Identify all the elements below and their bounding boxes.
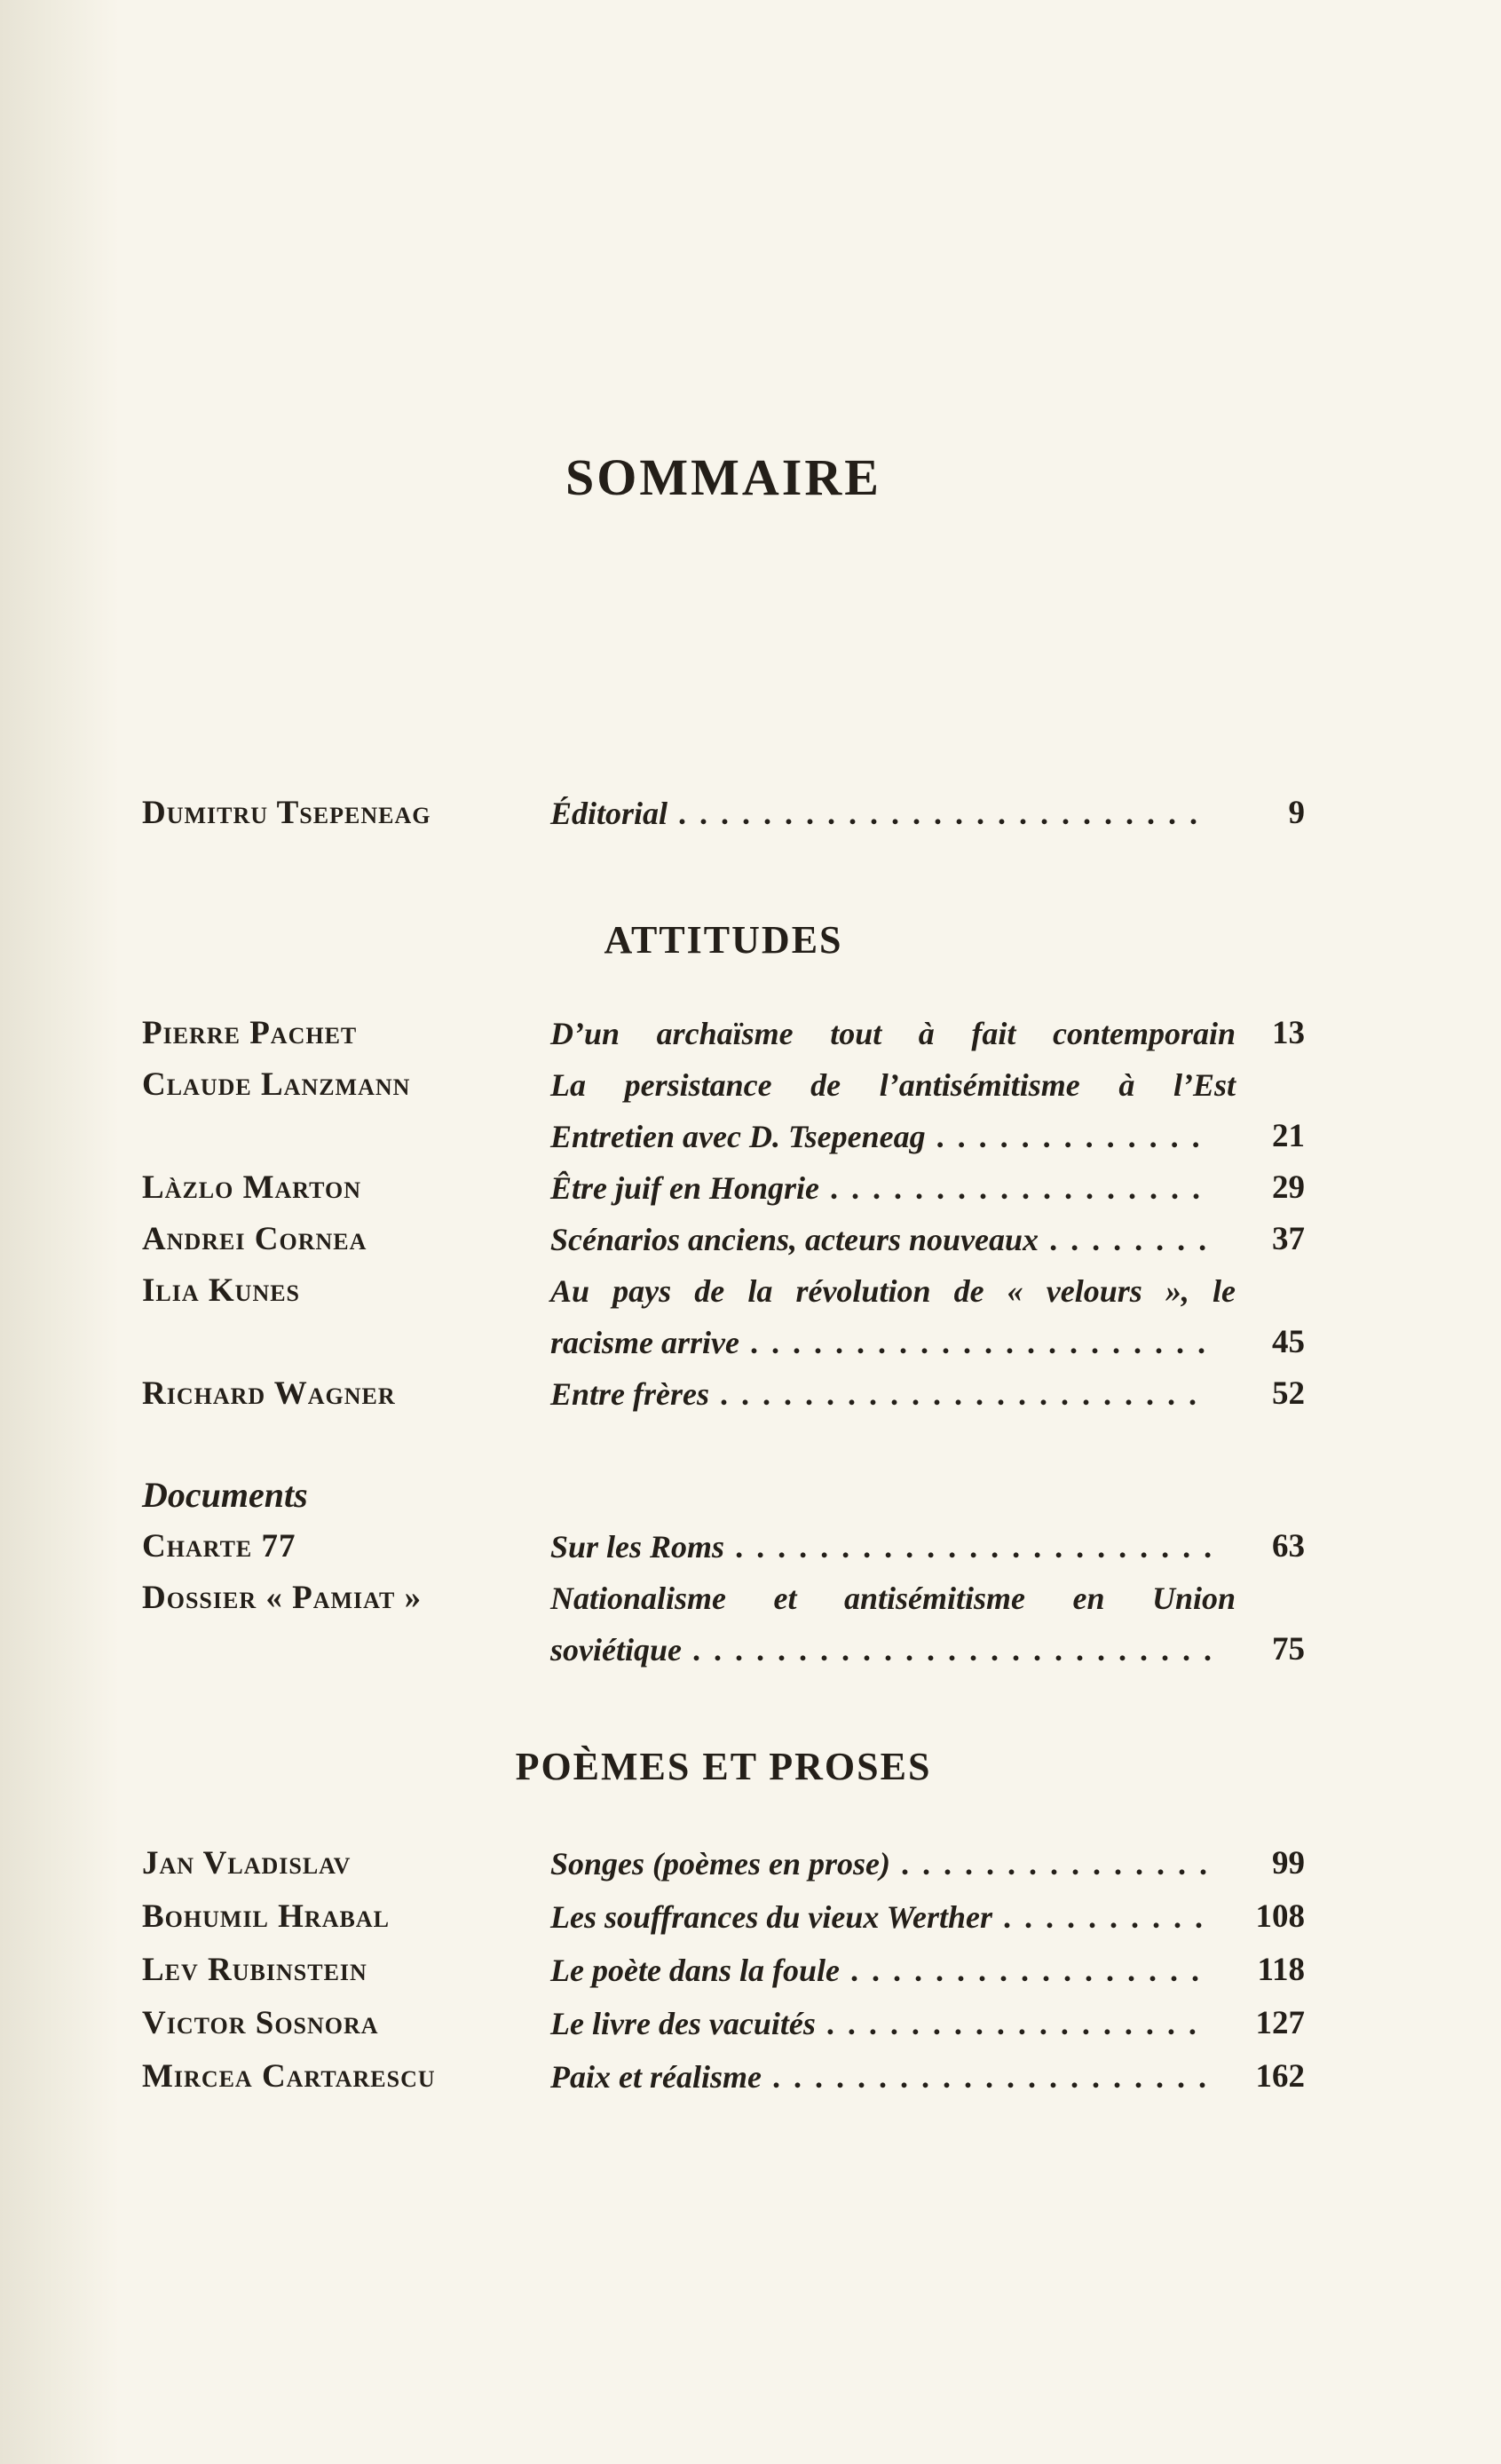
dot-leader: [936, 1111, 1211, 1162]
toc-entry-page: 127: [1255, 2005, 1305, 2041]
toc-entry-line: [550, 1008, 1305, 1059]
toc-entry-page: 13: [1272, 1015, 1305, 1051]
toc-entry-titles: [550, 1944, 1305, 1997]
toc-entry: [142, 2050, 1305, 2104]
toc-entry-titles: [550, 1214, 1305, 1265]
toc-entry-line: [550, 1573, 1305, 1624]
toc-entry-author: Dossier « Pamiat »: [142, 1580, 423, 1616]
toc-entry: [142, 1837, 1305, 1890]
toc-entry-line: [550, 1997, 1305, 2050]
dot-leader: [750, 1317, 1211, 1368]
toc-entry-page: 63: [1272, 1528, 1305, 1565]
toc-entry-title: D’un archaïsme tout à fait contemporain: [550, 1016, 1236, 1051]
toc-entry-page: 75: [1272, 1631, 1305, 1668]
toc-entry: [142, 1890, 1305, 1944]
toc-entry-page: [1236, 1265, 1305, 1317]
dot-leader: [826, 1997, 1211, 2050]
toc-entry-title: Entre frères: [550, 1376, 709, 1412]
toc-entry-title: Nationalisme et antisémitisme en Union: [550, 1581, 1236, 1616]
toc-entry-line: [550, 1521, 1305, 1573]
toc-entry: [142, 1162, 1305, 1214]
toc-entry-author: Ilia Kunes: [142, 1272, 301, 1309]
dot-leader: [830, 1162, 1211, 1214]
toc-entry-author: Làzlo Marton: [142, 1169, 362, 1206]
page-title: SOMMAIRE: [565, 448, 881, 506]
toc-entry-title: soviétique: [550, 1632, 682, 1668]
toc-entry: [142, 1265, 1305, 1368]
toc-entry-page: 9: [1288, 795, 1305, 831]
toc-entry-author: Mircea Cartarescu: [142, 2058, 436, 2095]
toc-section: [142, 915, 1305, 1420]
toc-entry-titles: [550, 2050, 1305, 2104]
toc-entry-page: 52: [1272, 1375, 1305, 1412]
toc-entry: [142, 1214, 1305, 1265]
toc-entry-line: [550, 1944, 1305, 1997]
toc-entry-page: 162: [1255, 2058, 1305, 2095]
toc-entry-author: Richard Wagner: [142, 1375, 396, 1412]
toc-entry: [142, 1521, 1305, 1573]
toc-entry: [142, 1368, 1305, 1420]
toc-entry: [142, 1944, 1305, 1997]
toc-entry: [142, 1008, 1305, 1059]
dot-leader: [735, 1521, 1211, 1573]
toc-entry-page: [1236, 1059, 1305, 1111]
toc-entry-line: [550, 1837, 1305, 1890]
toc-entry-titles: [550, 1008, 1305, 1059]
toc-entry-author: Dumitru Tsepeneag: [142, 795, 431, 831]
toc-entry-title: Entretien avec D. Tsepeneag: [550, 1119, 926, 1154]
toc-entry-line: [550, 1265, 1305, 1317]
toc-entry-titles: [550, 1521, 1305, 1573]
toc-entry-page: [1236, 1573, 1305, 1624]
toc-entry-title: Le livre des vacuités: [550, 2006, 816, 2041]
dot-leader: [850, 1944, 1211, 1997]
toc-entry-line: [550, 1111, 1305, 1162]
section-heading: ATTITUDES: [604, 918, 843, 962]
toc-entry-line: [550, 1368, 1305, 1420]
toc-section: [142, 788, 1305, 839]
dot-leader: [1049, 1214, 1211, 1265]
toc-entry-line: [550, 1162, 1305, 1214]
toc-entry-title: Sur les Roms: [550, 1529, 725, 1565]
toc-sections: [142, 788, 1305, 2104]
toc-entry-title: Les souffrances du vieux Werther: [550, 1899, 993, 1935]
toc-entry-page: 37: [1272, 1221, 1305, 1257]
toc-entry-page: 45: [1272, 1324, 1305, 1360]
toc-entry: [142, 1059, 1305, 1162]
toc-entry-titles: [550, 1573, 1305, 1676]
subsection-heading: Documents: [142, 1475, 308, 1515]
toc-entry-title: Paix et réalisme: [550, 2059, 762, 2095]
toc-entry-title: Songes (poèmes en prose): [550, 1846, 890, 1882]
dot-leader: [901, 1837, 1211, 1890]
toc-entry: [142, 788, 1305, 839]
toc-entry-line: [550, 1317, 1305, 1368]
dot-leader: [678, 788, 1211, 839]
toc-section: [142, 1741, 1305, 2104]
toc-entry-title: Au pays de la révolution de « velours », le: [550, 1273, 1236, 1309]
toc-entry-titles: [550, 1265, 1305, 1368]
toc-entry-line: [550, 1890, 1305, 1944]
toc-entry-author: Charte 77: [142, 1528, 296, 1565]
section-heading: POÈMES ET PROSES: [515, 1745, 932, 1788]
toc-entry-title: Éditorial: [550, 796, 668, 831]
toc-entry-author: Jan Vladislav: [142, 1845, 352, 1882]
toc-entry-page: 99: [1272, 1845, 1305, 1882]
toc-entry-titles: [550, 1837, 1305, 1890]
dot-leader: [692, 1624, 1211, 1676]
toc-entry-line: [550, 2050, 1305, 2104]
toc-entry-author: Lev Rubinstein: [142, 1952, 367, 1988]
toc-entry: [142, 1573, 1305, 1676]
toc-entry-author: Pierre Pachet: [142, 1015, 358, 1051]
toc-entry-page: 108: [1255, 1898, 1305, 1935]
toc-entry-title: Être juif en Hongrie: [550, 1170, 820, 1206]
toc-entry-titles: [550, 1997, 1305, 2050]
toc-entry-titles: [550, 1162, 1305, 1214]
toc-entry-title: Scénarios anciens, acteurs nouveaux: [550, 1222, 1039, 1257]
toc-entry-title: racisme arrive: [550, 1325, 739, 1360]
toc-entry-author: Bohumil Hrabal: [142, 1898, 390, 1935]
toc-section: [142, 1470, 1305, 1676]
dot-leader: [1003, 1890, 1211, 1944]
toc-entry: [142, 1997, 1305, 2050]
toc-entry-line: [550, 1059, 1305, 1111]
toc-entry-author: Andrei Cornea: [142, 1221, 367, 1257]
dot-leader: [720, 1368, 1211, 1420]
toc-entry-page: 118: [1257, 1952, 1305, 1988]
toc-entry-titles: [550, 788, 1305, 839]
toc-entry-page: 29: [1272, 1169, 1305, 1206]
toc-entry-author: Claude Lanzmann: [142, 1066, 411, 1103]
toc-entry-title: La persistance de l’antisémitisme à l’Est: [550, 1067, 1236, 1103]
toc-entry-titles: [550, 1890, 1305, 1944]
toc-entry-line: [550, 1214, 1305, 1265]
toc-entry-page: 21: [1272, 1118, 1305, 1154]
toc-entry-line: [550, 1624, 1305, 1676]
toc-entry-author: Victor Sosnora: [142, 2005, 379, 2041]
toc-entry-titles: [550, 1368, 1305, 1420]
toc-entry-line: [550, 788, 1305, 839]
dot-leader: [772, 2050, 1211, 2104]
toc-entry-titles: [550, 1059, 1305, 1162]
toc-entry-title: Le poète dans la foule: [550, 1953, 840, 1988]
